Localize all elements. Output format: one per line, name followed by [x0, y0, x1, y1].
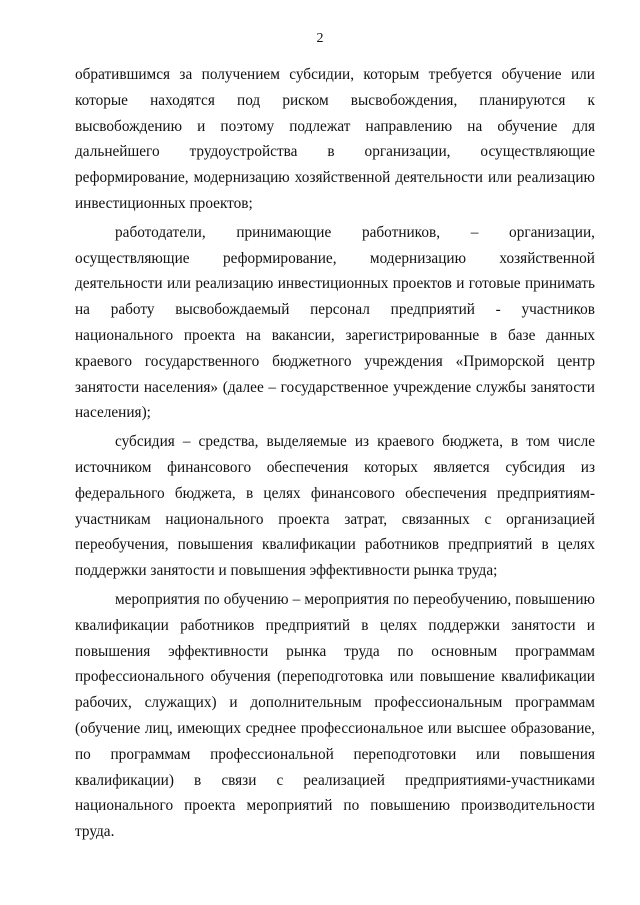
paragraph-training-measures-definition: мероприятия по обучению – мероприятия по переобучению, повышению квалификации работников предприятий в целях поддержки занятости и повышения эффективности рынка труда по основным программам профессионального обучения (переподготовка или повышение квалификации рабочих, служащих) и дополнительным профессиональным программам (обучение лиц, имеющих среднее профессиональное или высшее образование, по программам профессиональной переподготовки или повышения квалификации) в связи с реализацией предприятиями-участниками национального проекта мероприятий по повышению производительности труда. — [75, 590, 595, 841]
paragraph-subsidy-definition: субсидия – средства, выделяемые из краевого бюджета, в том числе источником финансового обеспечения которых является субсидия из федерального бюджета, в целях финансового обеспечения предприятиям-участникам национального проекта затрат, связанных с организацией переобучения, повышения квалификации работников предприятий в целях поддержки занятости и повышения эффективности рынка труда; — [75, 433, 595, 580]
paragraph-employers-definition: работодатели, принимающие работников, – организации, осуществляющие реформирование, модернизацию хозяйственной деятельности или реализацию инвестиционных проектов и готовые принимать на работу высвобождаемый персонал предприятий - участников национального проекта на вакансии, зарегистрированные в базе данных краевого государственного бюджетного учреждения «Приморской центр занятости населения» (далее – государственное учреждение службы занятости населения); — [75, 223, 595, 422]
page-number: 2 — [316, 31, 324, 46]
document-body — [75, 62, 595, 848]
paragraph-continuation: обратившимся за получением субсидии, которым требуется обучение или которые находятся под риском высвобождения, планируются к высвобождению и поэтому подлежат направлению на обучение для дальнейшего трудоустройства в организации, осуществляющие реформирование, модернизацию хозяйственной деятельности или реализацию инвестиционных проектов; — [75, 66, 595, 212]
